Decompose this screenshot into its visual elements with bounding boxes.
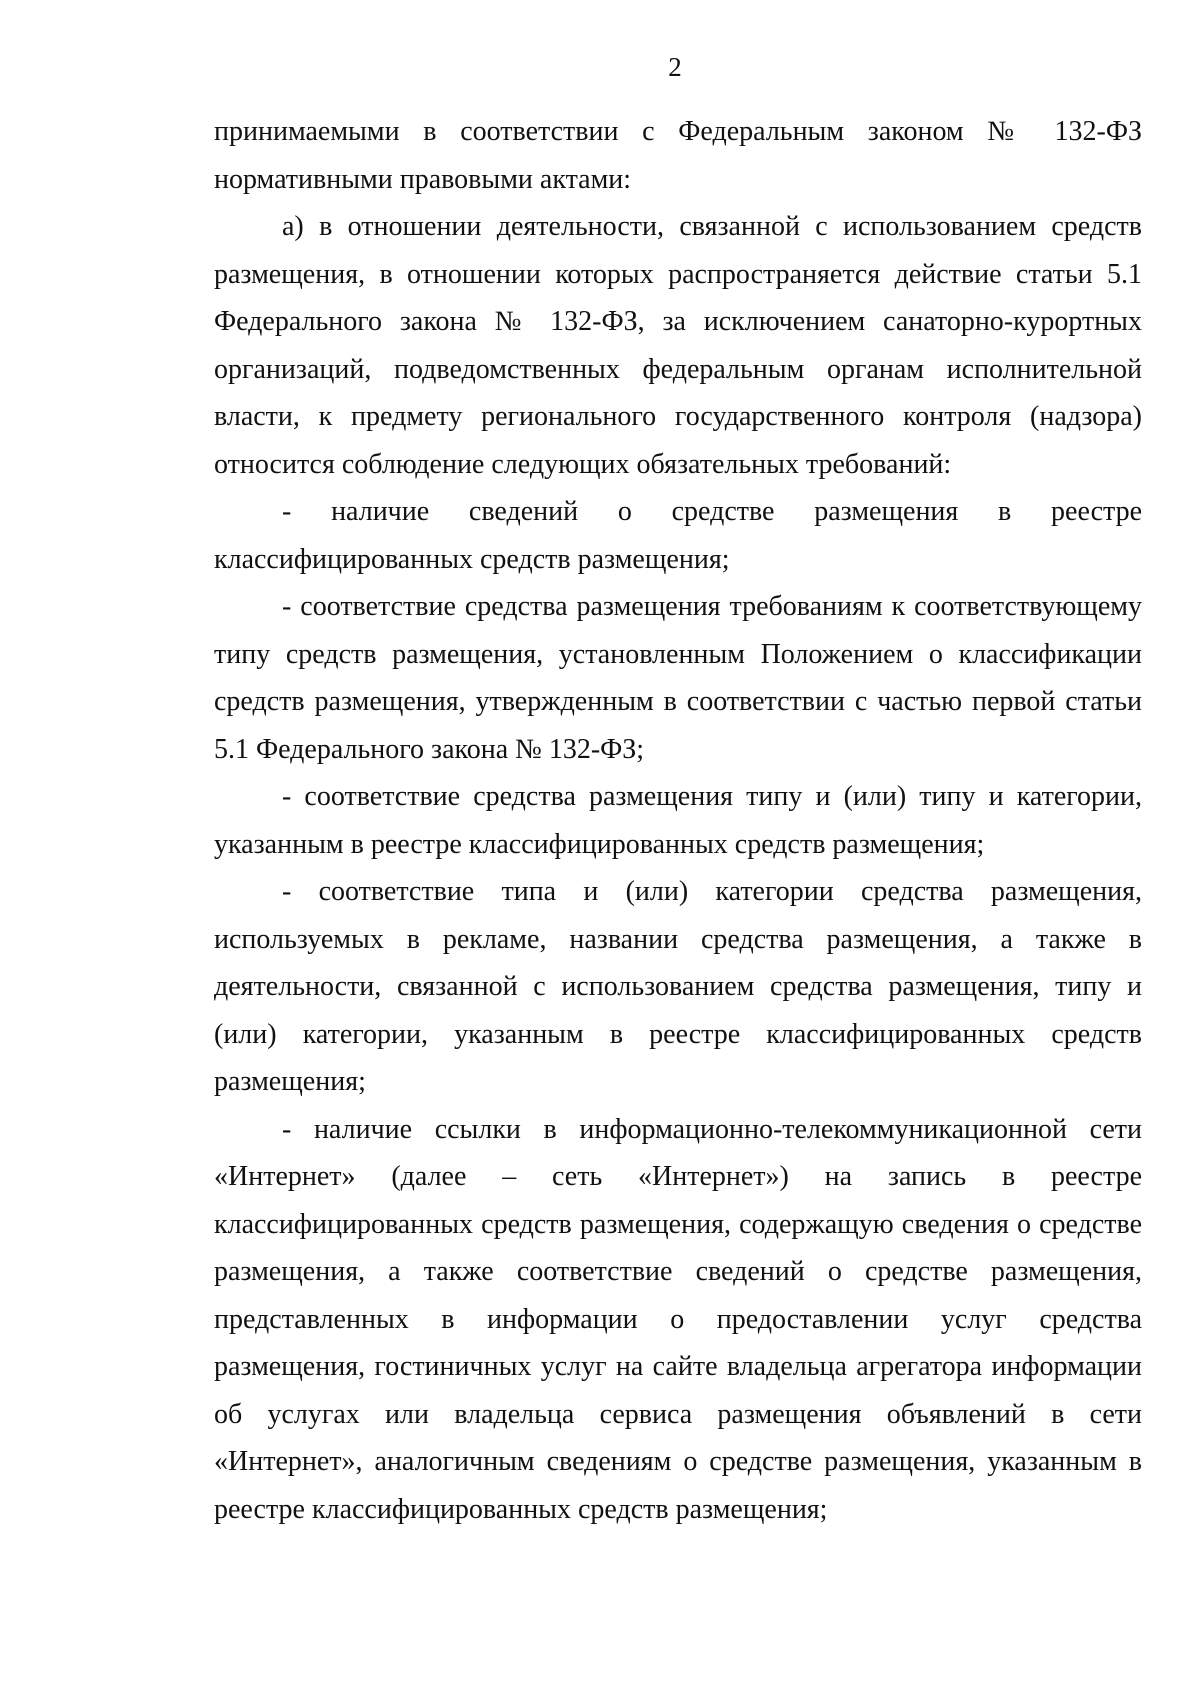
- requirement-type-compliance: - соответствие средства размещения требованиям к соответствующему типу средств размещения, установленным Положением о классификации средств размещения, утвержденным в соответствии с частью первой статьи 5.1 Федерального закона № 132-ФЗ;: [214, 591, 1142, 765]
- requirement-advertising-match: - соответствие типа и (или) категории средства размещения, используемых в рекламе, названии средства размещения, а также в деятельности, связанной с использованием средства размещения, типу и (или) категории, указанным в реестре классифицированных средств размещения;: [214, 876, 1142, 1097]
- paragraph-intro: принимаемыми в соответствии с Федеральным законом № 132-ФЗ нормативными правовыми актами:: [214, 116, 1142, 195]
- requirement-registry-presence: - наличие сведений о средстве размещения в реестре классифицированных средств размещения;: [214, 496, 1142, 575]
- requirement-category-match: - соответствие средства размещения типу и (или) типу и категории, указанным в реестре классифицированных средств размещения;: [214, 781, 1142, 860]
- document-body: [214, 108, 1142, 1533]
- requirement-internet-link: - наличие ссылки в информационно-телекоммуникационной сети «Интернет» (далее – сеть «Интернет») на запись в реестре классифицированных средств размещения, содержащую сведения о средстве размещения, а также соответствие сведений о средстве размещения, представленных в информации о предоставлении услуг средства размещения, гостиничных услуг на сайте владельца агрегатора информации об услугах или владельца сервиса размещения объявлений в сети «Интернет», аналогичным сведениям о средстве размещения, указанным в реестре классифицированных средств размещения;: [214, 1113, 1142, 1525]
- paragraph-item-a: а) в отношении деятельности, связанной с использованием средств размещения, в отношении которых распространяется действие статьи 5.1 Федерального закона № 132-ФЗ, за исключением санаторно-курортных организаций, подведомственных федеральным органам исполнительной власти, к предмету регионального государственного контроля (надзора) относится соблюдение следующих обязательных требований:: [214, 211, 1142, 480]
- page-number: 2: [668, 52, 682, 82]
